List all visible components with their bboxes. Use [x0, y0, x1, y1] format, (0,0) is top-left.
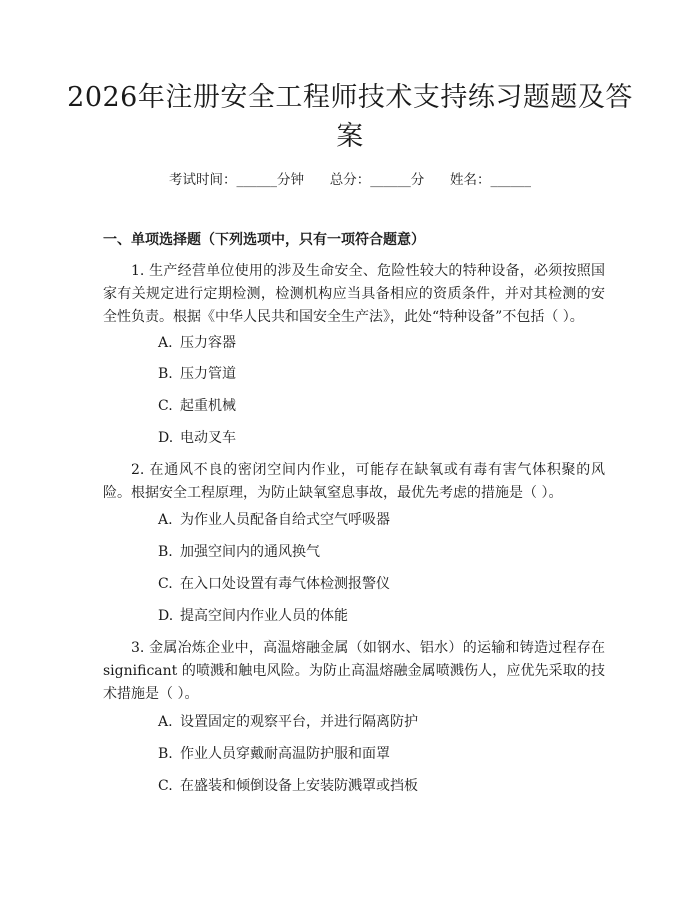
option-text: 起重机械	[180, 398, 236, 414]
option-text: 加强空间内的通风换气	[180, 544, 320, 560]
name-blank: ______	[490, 172, 531, 188]
question-option	[158, 333, 236, 353]
option-letter: A.	[158, 512, 173, 528]
question-option	[158, 744, 390, 764]
exam-time-unit: 分钟	[277, 172, 304, 188]
option-letter: C.	[158, 398, 173, 414]
option-text: 为作业人员配备自给式空气呼吸器	[180, 512, 390, 528]
exam-time-blank: ______	[236, 172, 277, 188]
question-option	[158, 364, 236, 384]
exam-time-label: 考试时间：	[169, 172, 237, 188]
question-stem: 2. 在通风不良的密闭空间内作业，可能存在缺氧或有毒有害气体积聚的风险。根据安全工程原理，为防止缺氧窒息事故，最优先考虑的措施是（ ）。	[103, 462, 605, 501]
option-text: 作业人员穿戴耐高温防护服和面罩	[180, 746, 390, 762]
option-text: 提高空间内作业人员的体能	[180, 608, 348, 624]
question-stem: 1. 生产经营单位使用的涉及生命安全、危险性较大的特种设备，必须按照国家有关规定进行定期检测，检测机构应当具备相应的资质条件，并对其检测的安全性负责。根据《中华人民共和国安全生产法》，此处“特种设备”不包括（ ）。	[103, 263, 605, 325]
option-letter: D.	[158, 430, 174, 446]
option-text: 设置固定的观察平台，并进行隔离防护	[180, 714, 418, 730]
question-stem: 3. 金属冶炼企业中，高温熔融金属（如钢水、铝水）的运输和铸造过程存在significant 的喷溅和触电风险。为防止高温熔融金属喷溅伤人，应优先采取的技术措施是（ ）。	[103, 640, 605, 702]
option-text: 电动叉车	[180, 430, 236, 446]
document-title: 2026年注册安全工程师技术支持练习题题及答案	[67, 82, 633, 152]
question-option	[158, 428, 236, 448]
option-text: 压力管道	[180, 366, 236, 382]
question-option	[158, 606, 348, 626]
option-text: 在盛装和倾倒设备上安装防溅罩或挡板	[180, 778, 418, 794]
option-letter: D.	[158, 608, 174, 624]
question-option	[158, 776, 418, 796]
option-text: 在入口处设置有毒气体检测报警仪	[180, 576, 390, 592]
question-option	[158, 712, 418, 732]
total-score-label: 总分：	[329, 172, 371, 188]
option-letter: B.	[158, 746, 173, 762]
exam-info-line	[0, 168, 700, 188]
question-option	[158, 574, 390, 594]
option-letter: B.	[158, 544, 173, 560]
option-letter: A.	[158, 714, 173, 730]
option-letter: A.	[158, 335, 173, 351]
total-score-unit: 分	[410, 172, 425, 188]
question-option	[158, 542, 320, 562]
question-option	[158, 396, 236, 416]
section-heading: 一、单项选择题（下列选项中，只有一项符合题意）	[103, 232, 425, 248]
option-letter: B.	[158, 366, 173, 382]
name-label: 姓名：	[450, 172, 491, 188]
option-text: 压力容器	[180, 335, 236, 351]
option-letter: C.	[158, 576, 173, 592]
question-option	[158, 510, 390, 530]
total-score-blank: ______	[370, 172, 411, 188]
option-letter: C.	[158, 778, 173, 794]
